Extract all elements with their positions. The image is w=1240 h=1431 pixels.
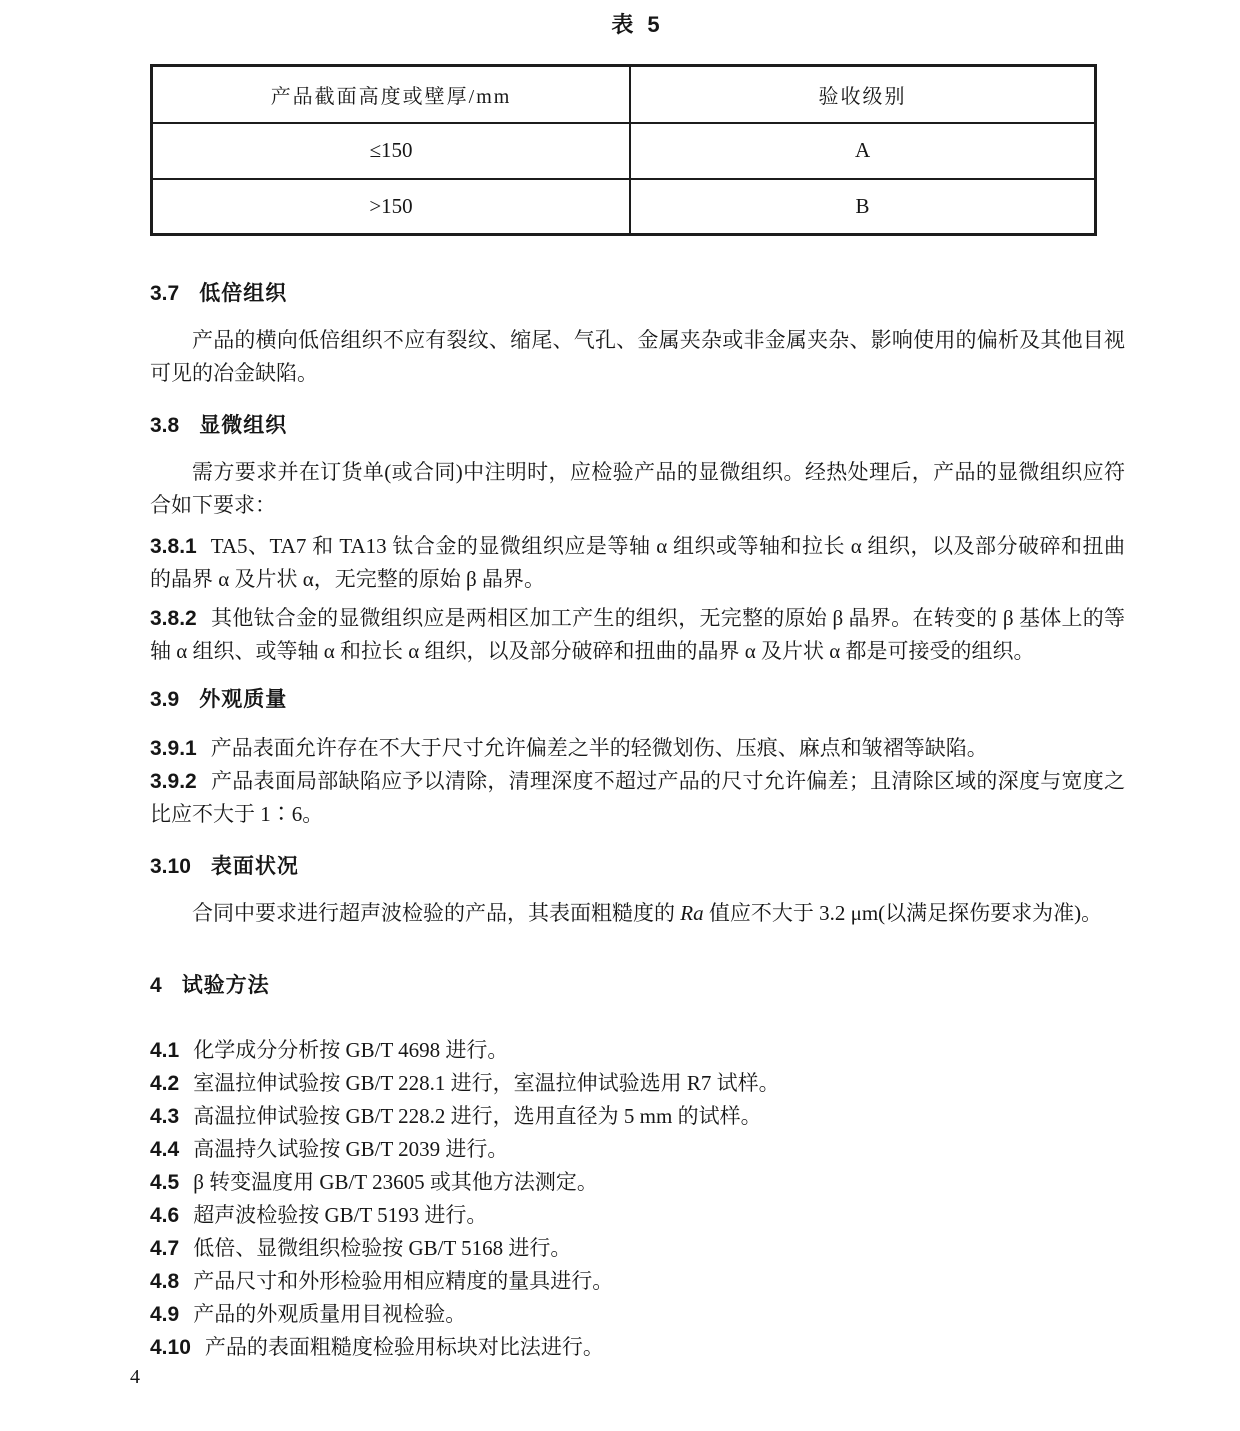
section-heading-4: [150, 972, 1125, 1000]
section-heading-3-9: [150, 686, 1125, 714]
section-title: 外观质量: [199, 688, 288, 711]
section-title: 试验方法: [181, 974, 270, 997]
cell-size-1: ≤150: [152, 123, 631, 179]
cell-grade-2: B: [630, 179, 1095, 235]
method-item-4-3: [150, 1100, 1125, 1133]
clause-3-9-1: [150, 732, 1125, 765]
clause-text: 室温拉伸试验按 GB/T 228.1 进行，室温拉伸试验选用 R7 试样。: [193, 1071, 780, 1095]
table-5: [150, 64, 1097, 236]
clause-number: 4.1: [150, 1039, 180, 1062]
ra-symbol: Ra: [680, 901, 704, 925]
section-number: 3.8: [150, 414, 180, 437]
method-item-4-6: [150, 1199, 1125, 1232]
section-heading-3-10: [150, 853, 1125, 881]
clause-text: 其他钛合金的显微组织应是两相区加工产生的组织，无完整的原始 β 晶界。在转变的 β 基体上的等轴 α 组织、或等轴 α 和拉长 α 组织，以及部分破碎和扭曲的晶界 α 及片状 α 都是可接受的组织。: [150, 606, 1125, 663]
method-item-4-2: [150, 1067, 1125, 1100]
page-number: 4: [130, 1366, 140, 1388]
column-header-acceptance-grade: 验收级别: [630, 66, 1095, 123]
section-title: 低倍组织: [199, 282, 288, 305]
paragraph-3-10: [150, 897, 1125, 930]
table-caption: 表 5: [611, 12, 664, 37]
clause-number: 4.6: [150, 1204, 180, 1227]
paragraph-3-8: 需方要求并在订货单(或合同)中注明时，应检验产品的显微组织。经热处理后，产品的显微组织应符合如下要求：: [150, 460, 1125, 517]
method-item-4-10: [150, 1331, 1125, 1364]
section-number: 3.10: [150, 855, 191, 878]
method-item-4-8: [150, 1265, 1125, 1298]
clause-text: 超声波检验按 GB/T 5193 进行。: [193, 1203, 488, 1227]
cell-grade-1: A: [630, 123, 1095, 179]
clause-3-9-2: [150, 765, 1125, 831]
method-item-4-7: [150, 1232, 1125, 1265]
paragraph-text: 合同中要求进行超声波检验的产品，其表面粗糙度的: [192, 901, 681, 925]
table-header-row: [152, 66, 1096, 123]
clause-text: 产品尺寸和外形检验用相应精度的量具进行。: [193, 1269, 614, 1293]
clause-number: 4.2: [150, 1072, 180, 1095]
clause-text: 低倍、显微组织检验按 GB/T 5168 进行。: [193, 1236, 572, 1260]
paragraph-3-7: 产品的横向低倍组织不应有裂纹、缩尾、气孔、金属夹杂或非金属夹杂、影响使用的偏析及其他目视可见的冶金缺陷。: [150, 328, 1125, 385]
clause-number: 3.8.2: [150, 607, 197, 630]
clause-number: 3.9.2: [150, 770, 197, 793]
section-heading-3-7: [150, 280, 1125, 308]
clause-number: 4.9: [150, 1303, 180, 1326]
clause-number: 4.4: [150, 1138, 180, 1161]
clause-text: 化学成分分析按 GB/T 4698 进行。: [193, 1038, 509, 1062]
clause-number: 4.3: [150, 1105, 180, 1128]
clause-number: 4.5: [150, 1171, 180, 1194]
column-header-section-size: 产品截面高度或壁厚/mm: [152, 66, 631, 123]
method-item-4-1: [150, 1034, 1125, 1067]
clause-text: 高温拉伸试验按 GB/T 228.2 进行，选用直径为 5 mm 的试样。: [193, 1104, 762, 1128]
section-title: 显微组织: [199, 414, 288, 437]
section-heading-3-8: [150, 412, 1125, 440]
section-number: 3.7: [150, 282, 180, 305]
clause-number: 3.9.1: [150, 737, 197, 760]
clause-text: 产品表面允许存在不大于尺寸允许偏差之半的轻微划伤、压痕、麻点和皱褶等缺陷。: [210, 736, 988, 760]
clause-3-8-2: [150, 602, 1125, 668]
clause-text: 产品的表面粗糙度检验用标块对比法进行。: [204, 1335, 604, 1359]
table-row: [152, 179, 1096, 235]
section-number: 4: [150, 974, 162, 997]
paragraph-text: 值应不大于 3.2 μm(以满足探伤要求为准)。: [703, 901, 1103, 925]
clause-number: 3.8.1: [150, 535, 197, 558]
clause-text: 产品的外观质量用目视检验。: [193, 1302, 467, 1326]
clause-number: 4.10: [150, 1336, 191, 1359]
method-item-4-9: [150, 1298, 1125, 1331]
method-item-4-4: [150, 1133, 1125, 1166]
table-row: [152, 123, 1096, 179]
section-number: 3.9: [150, 688, 180, 711]
clause-text: β 转变温度用 GB/T 23605 或其他方法测定。: [193, 1170, 598, 1194]
clause-3-8-1: [150, 530, 1125, 596]
method-item-4-5: [150, 1166, 1125, 1199]
clause-text: 产品表面局部缺陷应予以清除，清理深度不超过产品的尺寸允许偏差；且清除区域的深度与宽度之比应不大于 1∶6。: [150, 769, 1125, 826]
clause-number: 4.7: [150, 1237, 180, 1260]
section-title: 表面状况: [210, 855, 299, 878]
cell-size-2: >150: [152, 179, 631, 235]
clause-text: TA5、TA7 和 TA13 钛合金的显微组织应是等轴 α 组织或等轴和拉长 α 组织，以及部分破碎和扭曲的晶界 α 及片状 α，无完整的原始 β 晶界。: [150, 534, 1125, 591]
clause-number: 4.8: [150, 1270, 180, 1293]
clause-text: 高温持久试验按 GB/T 2039 进行。: [193, 1137, 509, 1161]
